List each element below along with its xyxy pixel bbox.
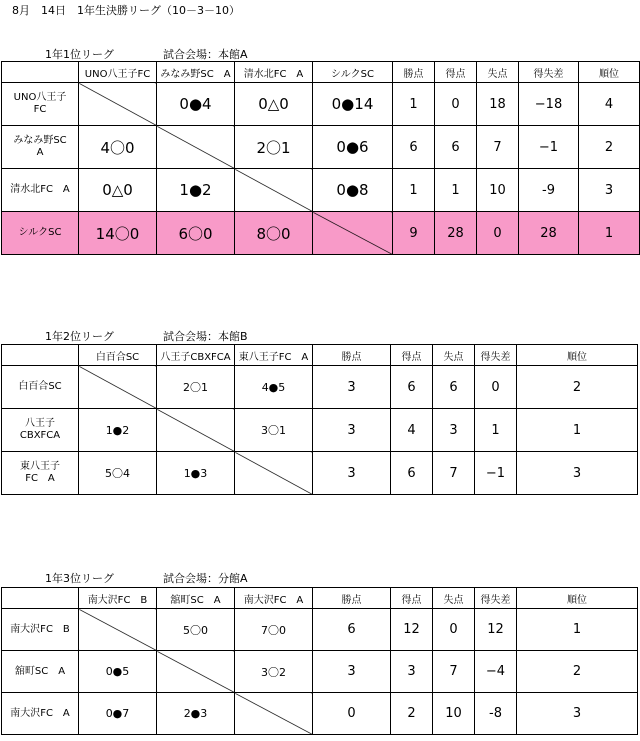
col-header: 失点 <box>477 62 519 83</box>
goal-diff-cell: −1 <box>519 126 579 169</box>
goal-diff-cell: −4 <box>475 651 517 693</box>
col-header: 順位 <box>517 345 638 366</box>
score-cell: 0●14 <box>313 83 393 126</box>
col-header: UNO八王子FC <box>79 62 157 83</box>
col-header: 順位 <box>579 62 640 83</box>
goals-against-cell: 0 <box>433 609 475 651</box>
corner-cell <box>2 588 79 609</box>
diagonal-cell <box>157 126 235 169</box>
team-name: 清水北FC A <box>2 169 79 212</box>
goals-for-cell: 4 <box>391 409 433 452</box>
points-cell: 9 <box>393 212 435 255</box>
table-row <box>2 609 638 651</box>
points-cell: 1 <box>393 83 435 126</box>
goals-against-cell: 6 <box>433 366 475 409</box>
corner-cell <box>2 345 79 366</box>
diagonal-cell <box>157 409 235 452</box>
score-cell: 2〇1 <box>235 126 313 169</box>
corner-cell <box>2 62 79 83</box>
league3-venue: 試合会場：分館A <box>163 572 248 585</box>
score-cell: 14〇0 <box>79 212 157 255</box>
league1-venue: 試合会場：本館A <box>163 48 248 61</box>
col-header: 得失差 <box>475 345 517 366</box>
col-header: 得失差 <box>475 588 517 609</box>
diagonal-cell <box>235 169 313 212</box>
col-header: 東八王子FC A <box>235 345 313 366</box>
header-row <box>2 588 638 609</box>
rank-cell: 2 <box>517 651 638 693</box>
goal-diff-cell: 12 <box>475 609 517 651</box>
league1-name: 1年1位リーグ <box>45 48 114 61</box>
rank-cell: 1 <box>579 212 640 255</box>
score-cell: 4●5 <box>235 366 313 409</box>
score-cell: 0△0 <box>79 169 157 212</box>
table-row <box>2 651 638 693</box>
goals-against-cell: 7 <box>477 126 519 169</box>
score-cell: 2〇1 <box>157 366 235 409</box>
rank-cell: 3 <box>517 452 638 495</box>
table-row <box>2 409 638 452</box>
league3-table <box>1 587 638 735</box>
goals-for-cell: 28 <box>435 212 477 255</box>
team-name: 東八王子 FC A <box>2 452 79 495</box>
rank-cell: 2 <box>579 126 640 169</box>
score-cell: 7〇0 <box>235 609 313 651</box>
team-name: みなみ野SC A <box>2 126 79 169</box>
col-header: 失点 <box>433 345 475 366</box>
col-header: 南大沢FC A <box>235 588 313 609</box>
col-header: 南大沢FC B <box>79 588 157 609</box>
goals-against-cell: 10 <box>477 169 519 212</box>
header-row <box>2 345 638 366</box>
goals-for-cell: 12 <box>391 609 433 651</box>
team-name: 南大沢FC A <box>2 693 79 735</box>
table-row <box>2 366 638 409</box>
league2-table <box>1 344 638 495</box>
team-name: 南大沢FC B <box>2 609 79 651</box>
score-cell: 0●4 <box>157 83 235 126</box>
score-cell: 1●2 <box>157 169 235 212</box>
col-header: 八王子CBXFCA <box>157 345 235 366</box>
points-cell: 3 <box>313 651 391 693</box>
points-cell: 3 <box>313 409 391 452</box>
goal-diff-cell: -8 <box>475 693 517 735</box>
goal-diff-cell: 0 <box>475 366 517 409</box>
score-cell: 4〇0 <box>79 126 157 169</box>
points-cell: 0 <box>313 693 391 735</box>
score-cell: 5〇0 <box>157 609 235 651</box>
team-name: UNO八王子 FC <box>2 83 79 126</box>
table-row <box>2 693 638 735</box>
goals-for-cell: 1 <box>435 169 477 212</box>
rank-cell: 4 <box>579 83 640 126</box>
score-cell: 2●3 <box>157 693 235 735</box>
points-cell: 3 <box>313 366 391 409</box>
goal-diff-cell: -9 <box>519 169 579 212</box>
score-cell: 0●7 <box>79 693 157 735</box>
score-cell: 1●2 <box>79 409 157 452</box>
goal-diff-cell: −18 <box>519 83 579 126</box>
diagonal-cell <box>157 651 235 693</box>
goals-against-cell: 18 <box>477 83 519 126</box>
score-cell: 8〇0 <box>235 212 313 255</box>
rank-cell: 3 <box>517 693 638 735</box>
score-cell: 0●5 <box>79 651 157 693</box>
table-row <box>2 169 640 212</box>
col-header: シルクSC <box>313 62 393 83</box>
points-cell: 6 <box>393 126 435 169</box>
rank-cell: 1 <box>517 609 638 651</box>
league2-name: 1年2位リーグ <box>45 330 114 343</box>
league2-venue: 試合会場：本館B <box>163 330 248 343</box>
col-header: 得失差 <box>519 62 579 83</box>
diagonal-cell <box>79 366 157 409</box>
rank-cell: 3 <box>579 169 640 212</box>
goals-against-cell: 7 <box>433 452 475 495</box>
header-row <box>2 62 640 83</box>
goals-for-cell: 3 <box>391 651 433 693</box>
table-row-highlighted <box>2 212 640 255</box>
goals-against-cell: 0 <box>477 212 519 255</box>
score-cell: 3〇1 <box>235 409 313 452</box>
team-name: 舘町SC A <box>2 651 79 693</box>
goals-against-cell: 7 <box>433 651 475 693</box>
team-name: 白百合SC <box>2 366 79 409</box>
col-header: 舘町SC A <box>157 588 235 609</box>
col-header: 勝点 <box>313 345 391 366</box>
goals-for-cell: 2 <box>391 693 433 735</box>
col-header: 清水北FC A <box>235 62 313 83</box>
score-cell: 1●3 <box>157 452 235 495</box>
rank-cell: 2 <box>517 366 638 409</box>
league1-table <box>1 61 640 255</box>
table-row <box>2 126 640 169</box>
diagonal-cell <box>79 609 157 651</box>
score-cell: 3〇2 <box>235 651 313 693</box>
goals-for-cell: 6 <box>435 126 477 169</box>
goals-for-cell: 0 <box>435 83 477 126</box>
rank-cell: 1 <box>517 409 638 452</box>
score-cell: 0●6 <box>313 126 393 169</box>
col-header: 順位 <box>517 588 638 609</box>
points-cell: 1 <box>393 169 435 212</box>
diagonal-cell <box>235 693 313 735</box>
goals-for-cell: 6 <box>391 366 433 409</box>
league3-name: 1年3位リーグ <box>45 572 114 585</box>
page-title: 8月 14日 1年生決勝リーグ（10－3－10） <box>12 4 240 17</box>
col-header: 失点 <box>433 588 475 609</box>
score-cell: 5〇4 <box>79 452 157 495</box>
team-name: シルクSC <box>2 212 79 255</box>
col-header: 得点 <box>391 588 433 609</box>
points-cell: 3 <box>313 452 391 495</box>
col-header: 勝点 <box>393 62 435 83</box>
col-header: みなみ野SC A <box>157 62 235 83</box>
goals-against-cell: 3 <box>433 409 475 452</box>
team-name: 八王子 CBXFCA <box>2 409 79 452</box>
col-header: 白百合SC <box>79 345 157 366</box>
score-cell: 6〇0 <box>157 212 235 255</box>
table-row <box>2 452 638 495</box>
table-row <box>2 83 640 126</box>
diagonal-cell <box>79 83 157 126</box>
goals-for-cell: 6 <box>391 452 433 495</box>
diagonal-cell <box>235 452 313 495</box>
goal-diff-cell: −1 <box>475 452 517 495</box>
score-cell: 0△0 <box>235 83 313 126</box>
score-cell: 0●8 <box>313 169 393 212</box>
goal-diff-cell: 1 <box>475 409 517 452</box>
col-header: 勝点 <box>313 588 391 609</box>
col-header: 得点 <box>391 345 433 366</box>
col-header: 得点 <box>435 62 477 83</box>
goal-diff-cell: 28 <box>519 212 579 255</box>
points-cell: 6 <box>313 609 391 651</box>
diagonal-cell <box>313 212 393 255</box>
goals-against-cell: 10 <box>433 693 475 735</box>
